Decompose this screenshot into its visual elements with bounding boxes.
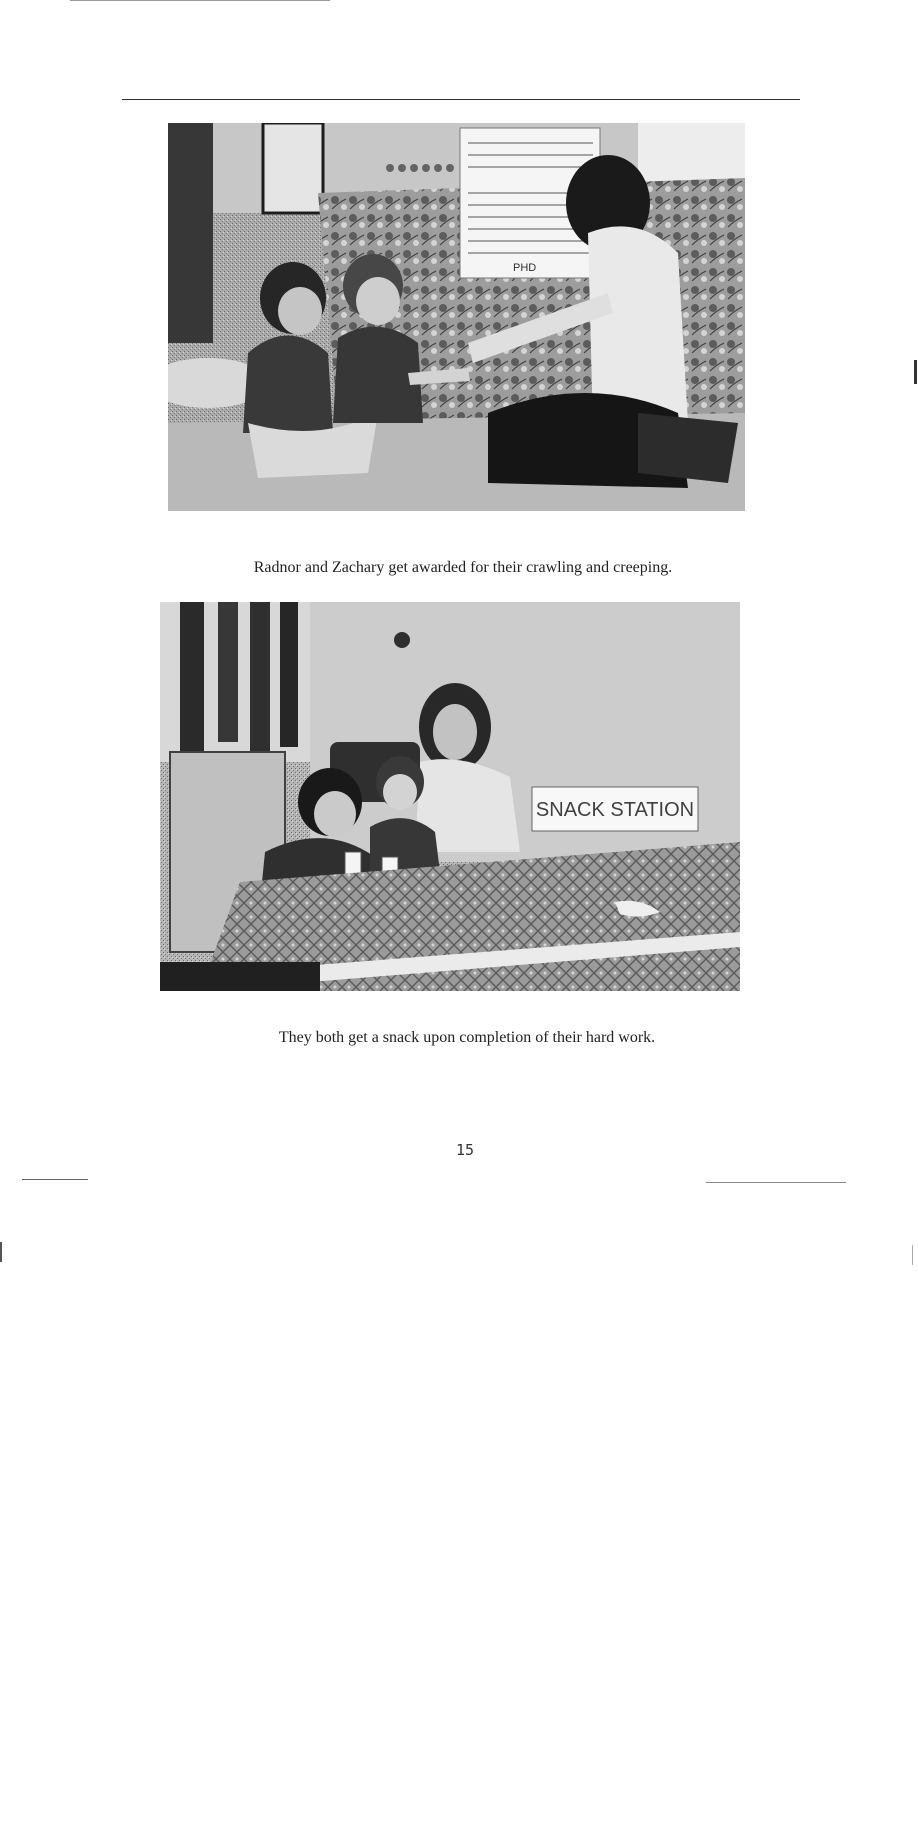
header-rule: [122, 99, 800, 100]
award-photo-illustration: [168, 123, 745, 511]
scan-line-bottom-left: [22, 1179, 88, 1180]
page-number: 15: [455, 1141, 475, 1159]
snack-photo-illustration: [160, 602, 740, 991]
snack-station-sign: SNACK STATION: [535, 799, 695, 821]
scan-edge-right: [912, 1245, 913, 1265]
award-photo: [168, 123, 745, 511]
scan-mark-right: [914, 360, 917, 384]
scan-line-bottom-right: [706, 1182, 846, 1183]
caption-snack: They both get a snack upon completion of their hard work.: [278, 1029, 656, 1046]
chart-paper-label: PHD: [513, 262, 537, 274]
caption-award: Radnor and Zachary get awarded for their crawling and creeping.: [253, 559, 673, 576]
snack-photo: [160, 602, 740, 991]
scan-edge-top: [70, 0, 330, 1]
scan-edge-left: [0, 1242, 2, 1262]
